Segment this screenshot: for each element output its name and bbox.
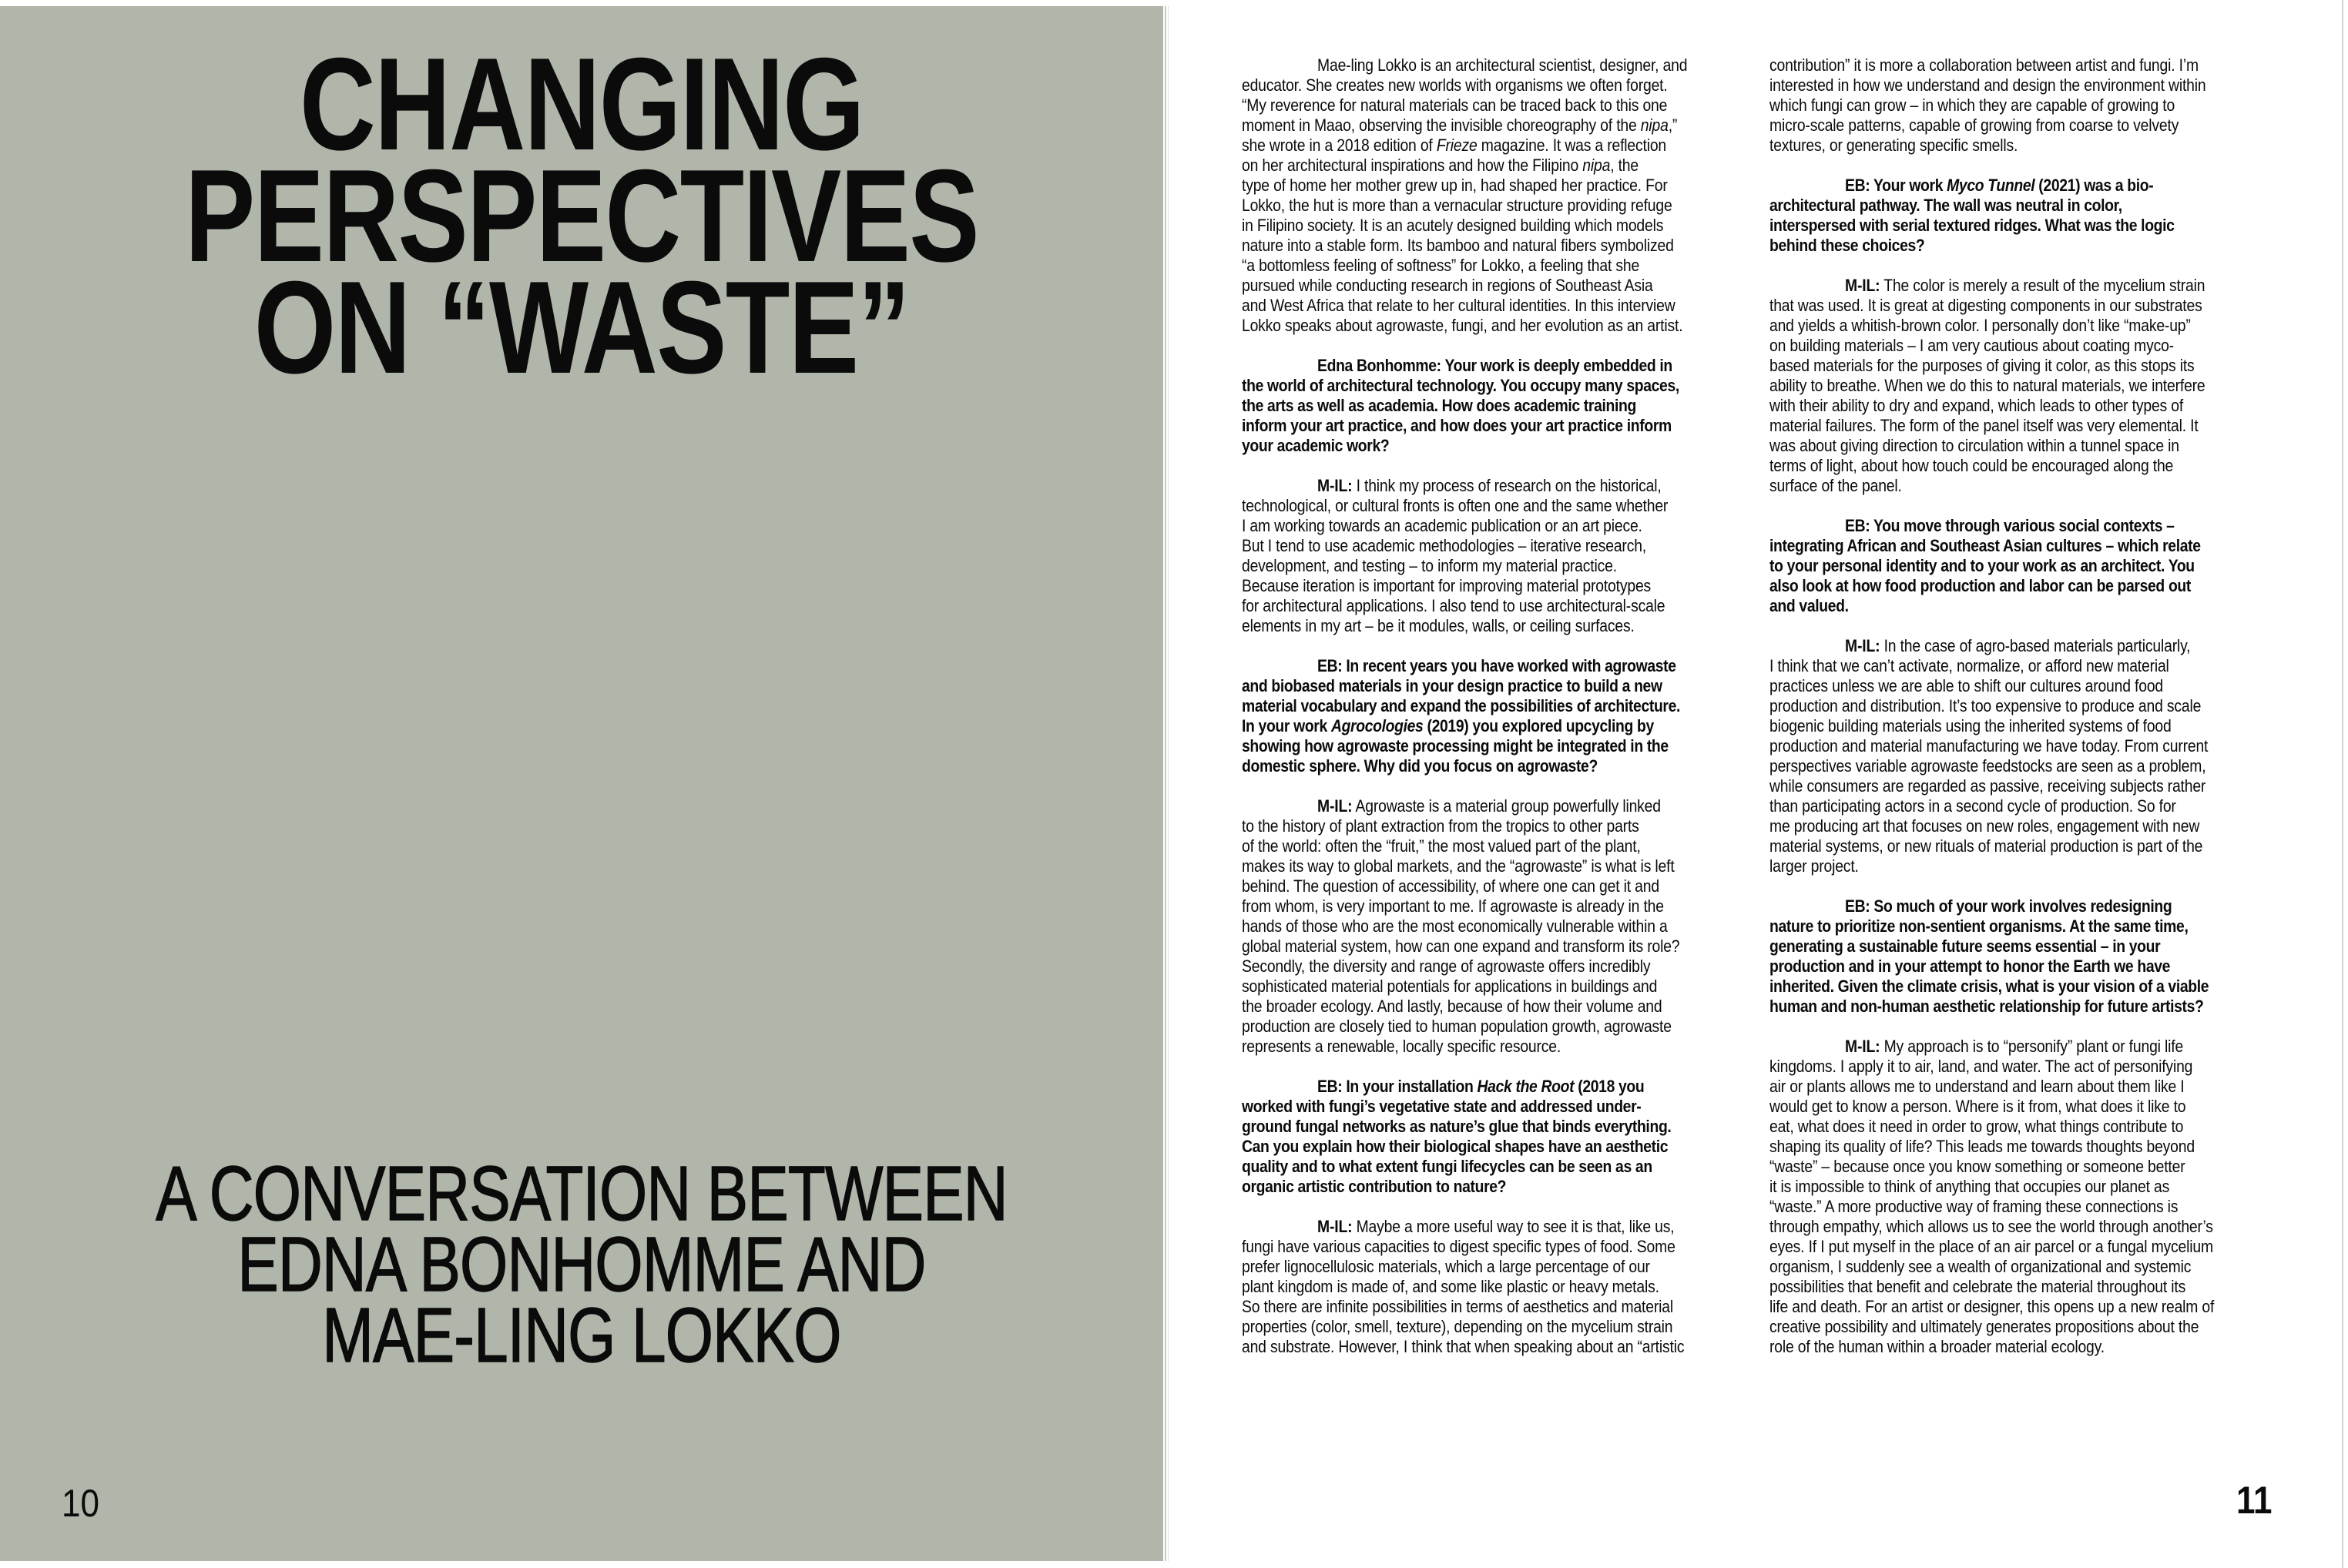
- text-line: educator. She creates new worlds with organisms we often forget.: [1242, 75, 1668, 95]
- text-line: “My reverence for natural materials can be traced back to this one: [1242, 95, 1668, 115]
- title-line: ON “WASTE”: [253, 254, 910, 401]
- text-line: elements in my art – be it modules, walls, or ceiling surfaces.: [1242, 616, 1635, 635]
- text-line: perspectives variable agrowaste feedstocks are seen as a problem,: [1769, 756, 2206, 776]
- body-column-1: [1242, 55, 1743, 1377]
- speaker-label: EB:: [1845, 176, 1870, 195]
- text-line: Lokko speaks about agrowaste, fungi, and her evolution as an artist.: [1242, 316, 1683, 335]
- interview-answer: [1242, 1217, 1743, 1357]
- text-line: quality and to what extent fungi lifecycles can be seen as an: [1242, 1157, 1652, 1176]
- text-line: surface of the panel.: [1769, 476, 1902, 495]
- text-line: to the history of plant extraction from the tropics to other parts: [1242, 816, 1639, 836]
- text-line: creative possibility and ultimately generates propositions about the: [1769, 1317, 2199, 1336]
- text-line: Lokko, the hut is more than a vernacular structure providing refuge: [1242, 196, 1672, 215]
- text-line: fungi have various capacities to digest specific types of food. Some: [1242, 1237, 1675, 1256]
- text-line: and West Africa that relate to her cultural identities. In this interview: [1242, 296, 1675, 315]
- text-line: plant kingdom is made of, and some like plastic or heavy metals.: [1242, 1277, 1659, 1296]
- text-line: behind. The question of accessibility, of where one can get it and: [1242, 876, 1659, 896]
- text-line: ground fungal networks as nature’s glue that binds everything.: [1242, 1117, 1672, 1136]
- text-line: EB: Your work Myco Tunnel (2021) was a bio-: [1845, 176, 2154, 195]
- text-line: contribution” it is more a collaboration between artist and fungi. I’m: [1769, 55, 2199, 75]
- text-line: properties (color, smell, texture), depending on the mycelium strain: [1242, 1317, 1673, 1336]
- speaker-label: EB:: [1845, 896, 1870, 916]
- text-line: represents a renewable, locally specific resource.: [1242, 1037, 1561, 1056]
- text-line: “a bottomless feeling of softness” for Lokko, a feeling that she: [1242, 256, 1640, 275]
- text-line: M-IL: The color is merely a result of the mycelium strain: [1845, 276, 2205, 295]
- text-line: shaping its quality of life? This leads me towards thoughts beyond: [1769, 1137, 2195, 1156]
- text-line: with their ability to dry and expand, which leads to other types of: [1769, 396, 2184, 415]
- text-line: through empathy, which allows us to see the world through another’s: [1769, 1217, 2213, 1236]
- text-line: material systems, or new rituals of material production is part of the: [1769, 836, 2203, 856]
- title-line: PERSPECTIVES: [185, 142, 978, 290]
- text-line: eat, what does it need in order to grow, what things contribute to: [1769, 1117, 2184, 1136]
- text-line: micro-scale patterns, capable of growing from coarse to velvety: [1769, 116, 2179, 135]
- text-line: production and distribution. It’s too expensive to produce and scale: [1769, 696, 2202, 715]
- text-line: and substrate. However, I think that when speaking about an “artistic: [1242, 1337, 1685, 1356]
- text-line: the broader ecology. And lastly, because of how their volume and: [1242, 997, 1662, 1016]
- text-line: “waste.” A more productive way of framing these connections is: [1769, 1197, 2179, 1216]
- article-title: [0, 31, 1163, 401]
- text-line: M-IL: In the case of agro-based materials particularly,: [1845, 636, 2191, 655]
- text-line: production are closely tied to human population growth, agrowaste: [1242, 1017, 1672, 1036]
- speaker-label: M-IL:: [1317, 1217, 1353, 1236]
- text-line: was about giving direction to circulation within a tunnel space in: [1769, 436, 2179, 455]
- text-line: and valued.: [1769, 596, 1849, 615]
- speaker-label: M-IL:: [1317, 476, 1353, 495]
- text-line: while consumers are regarded as passive, receiving subjects rather: [1769, 776, 2206, 796]
- text-line: I am working towards an academic publication or an art piece.: [1242, 516, 1642, 535]
- text-line: global material system, how can one expand and transform its role?: [1242, 936, 1680, 956]
- text-line: of the world: often the “fruit,” the most valued part of the plant,: [1242, 836, 1641, 856]
- text-line: organism, I suddenly see a wealth of organizational and systemic: [1769, 1257, 2192, 1276]
- left-page: [0, 6, 1163, 1561]
- speaker-label: EB:: [1317, 656, 1343, 675]
- text-line: type of home her mother grew up in, had shaped her practice. For: [1242, 176, 1668, 195]
- text-line: Mae-ling Lokko is an architectural scientist, designer, and: [1317, 55, 1688, 75]
- text-line: human and non-human aesthetic relationship for future artists?: [1769, 997, 2204, 1016]
- text-line: architectural pathway. The wall was neutral in color,: [1769, 196, 2122, 215]
- text-line: So there are infinite possibilities in terms of aesthetics and material: [1242, 1297, 1673, 1316]
- text-line: terms of light, about how touch could be encouraged along the: [1769, 456, 2174, 475]
- text-line: worked with fungi’s vegetative state and addressed under-: [1242, 1097, 1642, 1116]
- text-line: domestic sphere. Why did you focus on agrowaste?: [1242, 756, 1598, 776]
- interview-answer: [1769, 276, 2270, 496]
- interview-question: [1242, 356, 1743, 456]
- text-line: development, and testing – to inform my material practice.: [1242, 556, 1617, 575]
- text-line: would get to know a person. Where is it from, what does it like to: [1769, 1097, 2186, 1116]
- text-line: practices unless we are able to shift our cultures around food: [1769, 676, 2164, 695]
- text-line: Secondly, the diversity and range of agrowaste offers incredibly: [1242, 957, 1651, 976]
- text-line: makes its way to global markets, and the “agrowaste” is what is left: [1242, 856, 1675, 876]
- text-line: the arts as well as academia. How does academic training: [1242, 396, 1637, 415]
- text-line: than participating actors in a second cycle of production. So for: [1769, 796, 2176, 816]
- text-line: your academic work?: [1242, 436, 1390, 455]
- subtitle-line: EDNA BONHOMME AND: [237, 1221, 926, 1308]
- text-line: prefer lignocellulosic materials, which a large percentage of our: [1242, 1257, 1650, 1276]
- text-line: and yields a whitish-brown color. I personally don’t like “make-up”: [1769, 316, 2191, 335]
- subtitle-line: MAE-LING LOKKO: [322, 1292, 841, 1379]
- text-line: interested in how we understand and design the environment within: [1769, 75, 2206, 95]
- speaker-label: M-IL:: [1845, 276, 1880, 295]
- text-line: role of the human within a broader material ecology.: [1769, 1337, 2105, 1356]
- text-line: showing how agrowaste processing might be integrated in the: [1242, 736, 1669, 756]
- text-line: But I tend to use academic methodologies – iterative research,: [1242, 536, 1646, 555]
- article-subtitle: [0, 1151, 1163, 1379]
- text-line: Because iteration is important for improving material prototypes: [1242, 576, 1652, 595]
- text-line: organic artistic contribution to nature?: [1242, 1177, 1507, 1196]
- text-line: in Filipino society. It is an acutely designed building which models: [1242, 216, 1664, 235]
- text-line: for architectural applications. I also tend to use architectural-scale: [1242, 596, 1665, 615]
- text-line: ability to breathe. When we do this to natural materials, we interfere: [1769, 376, 2205, 395]
- text-line: she wrote in a 2018 edition of Frieze magazine. It was a reflection: [1242, 136, 1667, 155]
- italic-title: Agrocologies: [1330, 716, 1424, 735]
- text-line: I think that we can’t activate, normalize, or afford new material: [1769, 656, 2169, 675]
- text-line: and biobased materials in your design practice to build a new: [1242, 676, 1662, 695]
- text-line: inform your art practice, and how does your art practice inform: [1242, 416, 1672, 435]
- text-line: also look at how food production and labor can be parsed out: [1769, 576, 2192, 595]
- text-line: it is impossible to think of anything that occupies our planet as: [1769, 1177, 2170, 1196]
- text-line: “waste” – because once you know something or someone better: [1769, 1157, 2185, 1176]
- text-line: M-IL: I think my process of research on the historical,: [1317, 476, 1662, 495]
- text-line: interspersed with serial textured ridges. What was the logic: [1769, 216, 2175, 235]
- subtitle-line: A CONVERSATION BETWEEN: [156, 1151, 1008, 1237]
- page-number-right: 11: [2236, 1479, 2273, 1522]
- interview-question: [1242, 1077, 1743, 1197]
- intro-paragraph: [1242, 55, 1743, 336]
- interview-answer: [1242, 476, 1743, 636]
- text-line: Edna Bonhomme: Your work is deeply embedded in: [1317, 356, 1672, 375]
- interview-question: [1242, 656, 1743, 776]
- text-line: Can you explain how their biological shapes have an aesthetic: [1242, 1137, 1669, 1156]
- interview-answer: [1769, 636, 2270, 876]
- text-line: M-IL: Maybe a more useful way to see it is that, like us,: [1317, 1217, 1675, 1236]
- text-line: nature to prioritize non-sentient organisms. At the same time,: [1769, 916, 2189, 936]
- intro-paragraph: [1769, 55, 2270, 156]
- text-line: sophisticated material potentials for applications in buildings and: [1242, 977, 1658, 996]
- body-column-2: [1769, 55, 2270, 1377]
- spine-divider: [1168, 6, 1169, 1561]
- text-line: which fungi can grow – in which they are capable of growing to: [1769, 95, 2175, 115]
- text-line: production and material manufacturing we have today. From current: [1769, 736, 2209, 756]
- text-line: generating a sustainable future seems essential – in your: [1769, 936, 2161, 956]
- speaker-label: M-IL:: [1317, 796, 1353, 816]
- speaker-label: M-IL:: [1845, 1037, 1880, 1056]
- text-line: to your personal identity and to your work as an architect. You: [1769, 556, 2195, 575]
- text-line: kingdoms. I apply it to air, land, and water. The act of personifying: [1769, 1057, 2193, 1076]
- title-line: CHANGING: [300, 31, 864, 178]
- text-line: hands of those who are the most economically vulnerable within a: [1242, 916, 1668, 936]
- italic-title: Frieze: [1436, 136, 1478, 155]
- interview-question: [1769, 896, 2270, 1017]
- italic-title: nipa: [1640, 116, 1669, 135]
- text-line: eyes. If I put myself in the place of an air parcel or a fungal mycelium: [1769, 1237, 2213, 1256]
- text-line: air or plants allows me to understand and learn about them like I: [1769, 1077, 2185, 1096]
- text-line: inherited. Given the climate crisis, what is your vision of a viable: [1769, 977, 2209, 996]
- text-line: pursued while conducting research in regions of Southeast Asia: [1242, 276, 1653, 295]
- page-number-left: 10: [62, 1482, 99, 1525]
- italic-title: Hack the Root: [1477, 1077, 1575, 1096]
- text-line: behind these choices?: [1769, 236, 1925, 255]
- text-line: M-IL: My approach is to “personify” plant or fungi life: [1845, 1037, 2184, 1056]
- text-line: technological, or cultural fronts is often one and the same whether: [1242, 496, 1669, 515]
- text-line: moment in Maao, observing the invisible choreography of the nipa,”: [1242, 116, 1678, 135]
- text-line: integrating African and Southeast Asian cultures – which relate: [1769, 536, 2201, 555]
- italic-title: nipa: [1582, 156, 1611, 175]
- text-line: life and death. For an artist or designer, this opens up a new realm of: [1769, 1297, 2215, 1316]
- speaker-label: EB:: [1317, 1077, 1343, 1096]
- text-line: biogenic building materials using the inherited systems of food: [1769, 716, 2172, 735]
- interview-answer: [1242, 796, 1743, 1057]
- speaker-label: M-IL:: [1845, 636, 1880, 655]
- interview-question: [1769, 516, 2270, 616]
- text-line: EB: So much of your work involves redesigning: [1845, 896, 2172, 916]
- text-line: EB: In recent years you have worked with agrowaste: [1317, 656, 1676, 675]
- text-line: EB: In your installation Hack the Root (2018 you: [1317, 1077, 1645, 1096]
- italic-title: Myco Tunnel: [1947, 176, 2035, 195]
- text-line: nature into a stable form. Its bamboo and natural fibers symbolized: [1242, 236, 1674, 255]
- text-line: larger project.: [1769, 856, 1859, 876]
- text-line: M-IL: Agrowaste is a material group powerfully linked: [1317, 796, 1661, 816]
- text-line: me producing art that focuses on new roles, engagement with new: [1769, 816, 2200, 836]
- page-edge: [2342, 0, 2343, 1568]
- text-line: In your work Agrocologies (2019) you explored upcycling by: [1242, 716, 1654, 735]
- text-line: on her architectural inspirations and how the Filipino nipa, the: [1242, 156, 1639, 175]
- text-line: textures, or generating specific smells.: [1769, 136, 2018, 155]
- text-line: material failures. The form of the panel itself was very elemental. It: [1769, 416, 2199, 435]
- text-line: production and in your attempt to honor the Earth we have: [1769, 957, 2171, 976]
- text-line: that was used. It is great at digesting components in our substrates: [1769, 296, 2202, 315]
- interview-question: [1769, 176, 2270, 256]
- spine-divider: [1165, 6, 1166, 1561]
- text-line: on building materials – I am very cautious about coating myco-: [1769, 336, 2174, 355]
- speaker-label: EB:: [1845, 516, 1870, 535]
- text-line: based materials for the purposes of giving it color, as this stops its: [1769, 356, 2195, 375]
- speaker-label: Edna Bonhomme:: [1317, 356, 1441, 375]
- interview-answer: [1769, 1037, 2270, 1357]
- text-line: the world of architectural technology. You occupy many spaces,: [1242, 376, 1679, 395]
- text-line: material vocabulary and expand the possibilities of architecture.: [1242, 696, 1681, 715]
- text-line: EB: You move through various social contexts –: [1845, 516, 2175, 535]
- text-line: from whom, is very important to me. If agrowaste is already in the: [1242, 896, 1664, 916]
- text-line: possibilities that benefit and celebrate the material throughout its: [1769, 1277, 2186, 1296]
